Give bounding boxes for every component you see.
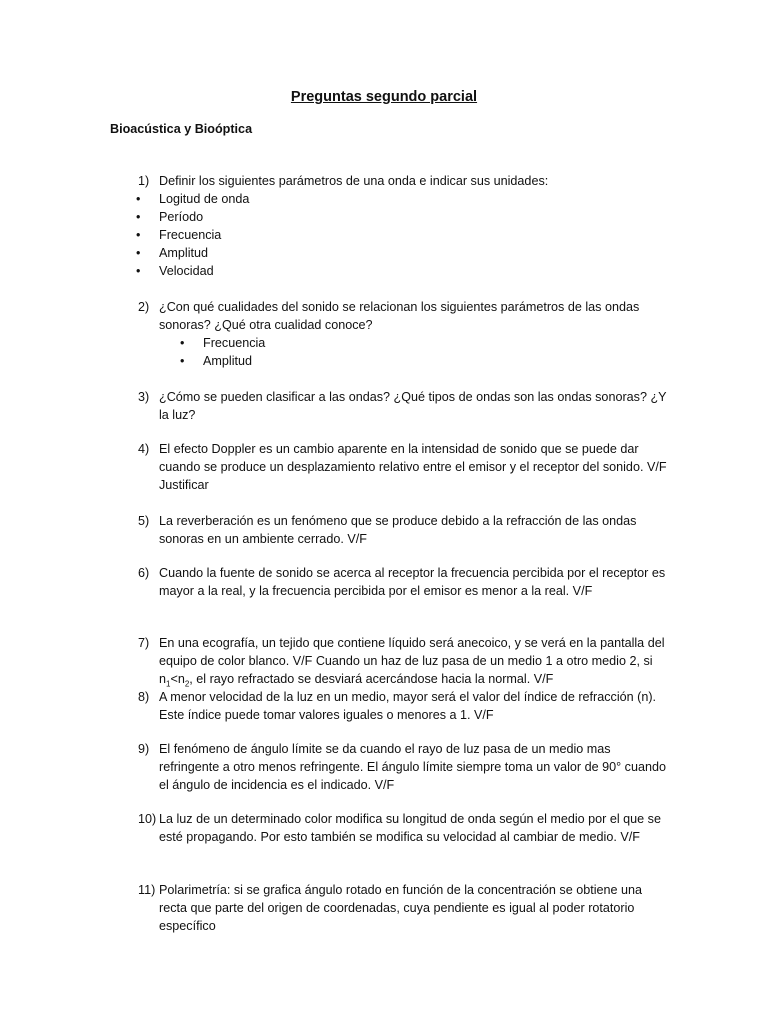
- bullet-icon: •: [136, 192, 141, 206]
- question-text: Cuando la fuente de sonido se acerca al receptor la frecuencia percibida por el receptor es mayor a la real, y la frecuencia percibida por el emisor es menor a la real. V/F: [159, 566, 666, 599]
- question-text: Definir los siguientes parámetros de una onda e indicar sus unidades:: [159, 174, 549, 188]
- bullet-icon: •: [136, 228, 141, 242]
- section-subtitle: Bioacústica y Bioóptica: [110, 122, 253, 136]
- question-text: ¿Cómo se pueden clasificar a las ondas? ¿Qué tipos de ondas son las ondas sonoras? ¿Y la luz?: [159, 390, 667, 423]
- bullet-icon: •: [136, 210, 141, 224]
- question-number: 10): [138, 812, 157, 826]
- question-text: El efecto Doppler es un cambio aparente en la intensidad de sonido que se puede dar cuando se produce un desplazamiento relativo entre el emisor y el receptor del sonido. V/F Justificar: [159, 442, 667, 493]
- bullet-icon: •: [136, 264, 141, 278]
- bullet-icon: •: [136, 246, 141, 260]
- question-text: La luz de un determinado color modifica su longitud de onda según el medio por el que se esté propagando. Por esto también se modifica su velocidad al cambiar de medio. V/F: [159, 812, 661, 845]
- question-number: 1): [138, 174, 150, 188]
- question-text: El fenómeno de ángulo límite se da cuando el rayo de luz pasa de un medio mas refringente a otro menos refringente. El ángulo límite siempre toma un valor de 90° cuando el ángulo de incidencia es el indicado. V/F: [159, 742, 666, 793]
- question-number: 5): [138, 514, 150, 528]
- question-number: 4): [138, 442, 150, 456]
- question-text: La reverberación es un fenómeno que se produce debido a la refracción de las ondas sonoras en un ambiente cerrado. V/F: [159, 514, 637, 547]
- question-text: En una ecografía, un tejido que contiene líquido será anecoico, y se verá en la pantalla del equipo de color blanco. V/F Cuando un haz de luz pasa de un medio 1 a otro medio 2, si $n_1<n_2$, el rayo refractado se desviará acercándose hacia la normal. V/F: [159, 636, 665, 689]
- question-number: 7): [138, 636, 150, 650]
- question-text: ¿Con qué cualidades del sonido se relacionan los siguientes parámetros de las ondas sonoras? ¿Qué otra cualidad conoce?: [159, 300, 640, 333]
- question-number: 9): [138, 742, 150, 756]
- question-number: 3): [138, 390, 150, 404]
- bullet-icon: •: [180, 354, 185, 368]
- document-page: Preguntas segundo parcial Bioacústica y Bioóptica 1) Definir los siguientes parámetros de una onda e indicar sus unidades: • Logitud de onda • Período • Frecuencia • Amplitud • Velocidad 2) ¿Con qué cualidades del sonido se relacionan los siguientes parámetros de las ondas sonoras? ¿Qué otra cualidad conoce? • Frecuencia • Amplitud 3) ¿Cómo se pueden clasificar a las ondas? ¿Qué tipos de ondas son las ondas sonoras? ¿Y la luz? 4) El efecto Doppler es un cambio aparente en la intensidad de sonido que se puede dar cuando se produce un desplazamiento relativo entre el emisor y el receptor del sonido. V/F Justificar 5) La reverberación es un fenómeno que se produce debido a la refracción de las ondas sonoras en un ambiente cerrado. V/F 6) Cuando la fuente de sonido se acerca al receptor la frecuencia percibida por el receptor es mayor a la real, y la frecuencia percibida por el emisor es menor a la real. V/F 7) En una ecografía, un tejido que contiene líquido será anecoico, y se verá en la pantalla del equipo de color blanco. V/F Cuando un haz de luz pasa de un medio 1 a otro medio 2, si $n_1<n_2$, el rayo refractado se desviará acercándose hacia la normal. V/F 8) A menor velocidad de la luz en un medio, mayor será el valor del índice de refracción (n). Este índice puede tomar valores iguales o menores a 1. V/F 9) El fenómeno de ángulo límite se da cuando el rayo de luz pasa de un medio mas refringente a otro menos refringente. El ángulo límite siempre toma un valor de 90° cuando el ángulo de incidencia es el indicado. V/F 10) La luz de un determinado color modifica su longitud de onda según el medio por el que se esté propagando. Por esto también se modifica su velocidad al cambiar de medio. V/F 11) Polarimetría: si se grafica ángulo rotado en función de la concentración se obtiene una recta que parte del origen de coordenadas, cuya pendiente es igual al poder rotatorio específico: [0, 0, 768, 1024]
- question-number: 6): [138, 566, 150, 580]
- question-text: A menor velocidad de la luz en un medio, mayor será el valor del índice de refracción (n). Este índice puede tomar valores iguales o menores a 1. V/F: [159, 690, 657, 723]
- question-number: 2): [138, 300, 150, 314]
- question-text: Polarimetría: si se grafica ángulo rotado en función de la concentración se obtiene una recta que parte del origen de coordenadas, cuya pendiente es igual al poder rotatorio específico: [159, 883, 643, 934]
- question-number: 11): [138, 883, 156, 897]
- page-title: Preguntas segundo parcial: [290, 89, 478, 105]
- bullet-icon: •: [180, 336, 185, 350]
- question-number: 8): [138, 690, 150, 704]
